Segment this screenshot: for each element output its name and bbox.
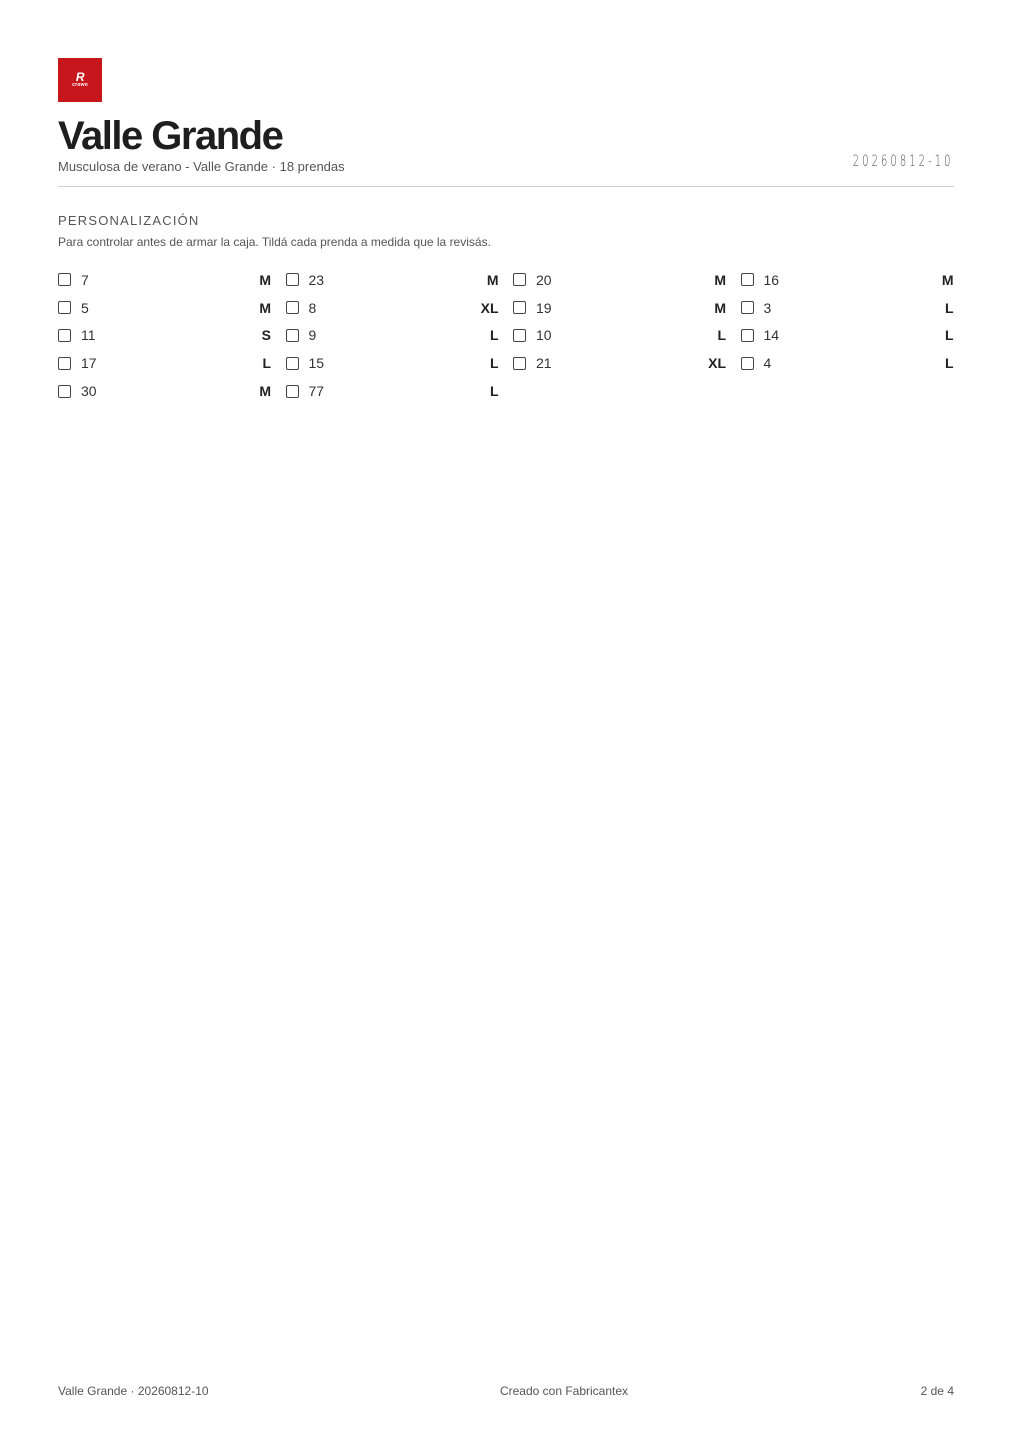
checklist-item xyxy=(741,322,954,350)
personalization-section xyxy=(58,213,954,405)
item-size: L xyxy=(489,383,499,400)
logo-mark: R xyxy=(75,70,85,84)
checklist-item xyxy=(741,294,954,322)
item-checkbox[interactable] xyxy=(513,329,526,342)
item-checkbox[interactable] xyxy=(513,357,526,370)
page-subtitle: Musculosa de verano - Valle Grande · 18 prendas xyxy=(58,159,345,174)
item-size: L xyxy=(489,355,499,372)
page-title: Valle Grande xyxy=(58,114,283,158)
item-size: L xyxy=(944,299,954,316)
item-size: L xyxy=(489,327,499,344)
checklist-item xyxy=(286,377,499,405)
item-size: M xyxy=(259,383,271,400)
item-number: 8 xyxy=(308,299,317,316)
item-number: 5 xyxy=(81,299,89,316)
item-number: 7 xyxy=(81,271,89,288)
item-size: L xyxy=(944,327,954,344)
item-checkbox[interactable] xyxy=(58,273,71,286)
checklist-item xyxy=(58,377,271,405)
section-title: PERSONALIZACIÓN xyxy=(58,213,200,228)
item-number: 14 xyxy=(763,327,780,344)
item-size: M xyxy=(486,271,499,288)
item-checkbox[interactable] xyxy=(58,357,71,370)
item-checkbox[interactable] xyxy=(286,357,299,370)
garment-checklist xyxy=(58,266,954,405)
document-page xyxy=(58,58,954,405)
item-size: M xyxy=(941,271,954,288)
item-number: 30 xyxy=(81,383,97,400)
section-description: Para controlar antes de armar la caja. Tildá cada prenda a medida que la revisás. xyxy=(58,235,491,249)
checklist-item xyxy=(513,322,726,350)
checklist-item xyxy=(58,322,271,350)
item-number: 77 xyxy=(308,383,325,400)
footer-credit: Creado con Fabricantex xyxy=(499,1384,629,1398)
logo-text: crown xyxy=(72,82,88,88)
item-size: L xyxy=(944,355,954,372)
page-footer xyxy=(58,1384,954,1400)
item-number: 4 xyxy=(763,355,772,372)
item-number: 23 xyxy=(308,271,325,288)
item-checkbox[interactable] xyxy=(741,329,754,342)
checklist-item xyxy=(513,349,726,377)
item-size: M xyxy=(259,271,271,288)
item-number: 21 xyxy=(536,355,552,372)
item-size: L xyxy=(717,327,726,344)
item-checkbox[interactable] xyxy=(741,357,754,370)
item-checkbox[interactable] xyxy=(58,301,71,314)
item-size: L xyxy=(262,355,271,372)
item-checkbox[interactable] xyxy=(286,329,299,342)
item-size: XL xyxy=(480,299,499,316)
item-checkbox[interactable] xyxy=(286,273,299,286)
checklist-item xyxy=(513,294,726,322)
brand-logo xyxy=(58,58,102,102)
item-number: 3 xyxy=(763,299,772,316)
checklist-item xyxy=(741,266,954,294)
item-size: M xyxy=(714,271,726,288)
item-checkbox[interactable] xyxy=(513,273,526,286)
item-number: 15 xyxy=(308,355,325,372)
checklist-item xyxy=(286,349,499,377)
item-size: M xyxy=(259,299,271,316)
checklist-item xyxy=(58,349,271,377)
checklist-item xyxy=(286,266,499,294)
item-checkbox[interactable] xyxy=(513,301,526,314)
item-checkbox[interactable] xyxy=(286,385,299,398)
item-size: M xyxy=(714,299,726,316)
checklist-item xyxy=(58,266,271,294)
item-checkbox[interactable] xyxy=(286,301,299,314)
item-size: XL xyxy=(708,355,726,372)
footer-document-ref: Valle Grande · 20260812-10 xyxy=(58,1384,209,1398)
item-checkbox[interactable] xyxy=(741,301,754,314)
item-number: 20 xyxy=(536,271,552,288)
checklist-item xyxy=(741,349,954,377)
footer-page-number: 2 de 4 xyxy=(920,1384,954,1398)
item-number: 16 xyxy=(763,271,780,288)
item-number: 17 xyxy=(81,355,97,372)
item-number: 11 xyxy=(81,327,96,344)
item-number: 19 xyxy=(536,299,552,316)
checklist-item xyxy=(286,294,499,322)
checklist-item xyxy=(58,294,271,322)
order-code: 20260812-10 xyxy=(853,151,954,170)
checklist-item xyxy=(286,322,499,350)
item-checkbox[interactable] xyxy=(741,273,754,286)
item-number: 10 xyxy=(536,327,552,344)
document-header xyxy=(58,114,954,187)
item-checkbox[interactable] xyxy=(58,329,71,342)
item-size: S xyxy=(261,327,271,344)
item-checkbox[interactable] xyxy=(58,385,71,398)
item-number: 9 xyxy=(308,327,317,344)
checklist-item xyxy=(513,266,726,294)
